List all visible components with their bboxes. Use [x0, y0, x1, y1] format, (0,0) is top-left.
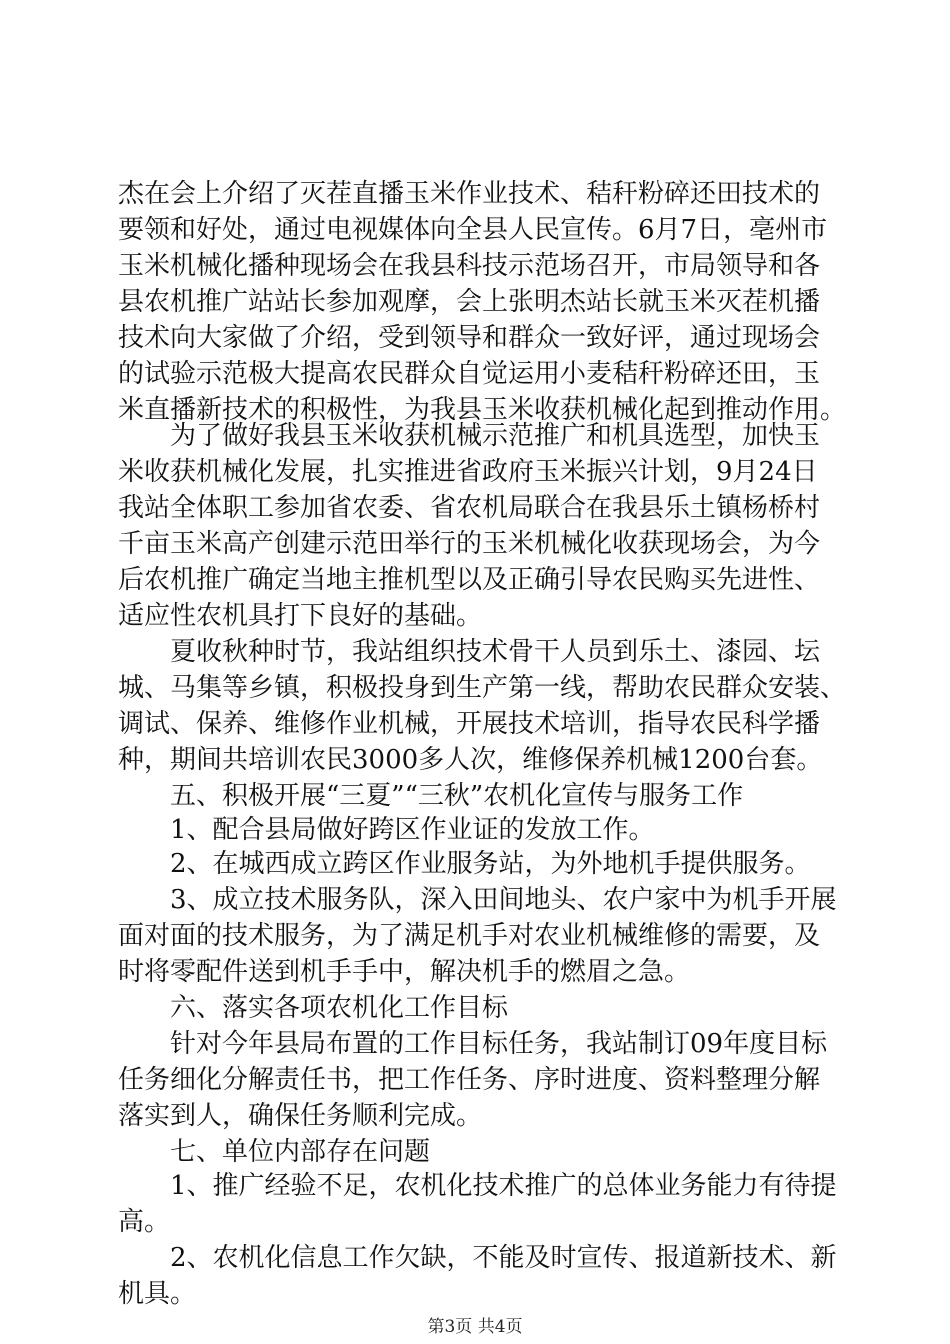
paragraph-1: [118, 176, 847, 428]
text-line: 要领和好处，通过电视媒体向全县人民宣传。6月7日，亳州市: [118, 215, 828, 245]
paragraph-item-3: [118, 882, 838, 990]
text-line: 2、在城西成立跨区作业服务站，为外地机手提供服务。: [170, 849, 811, 879]
paragraph-item-2: [118, 846, 838, 882]
text-line: 1、推广经验不足，农机化技术推广的总体业务能力有待提: [170, 1171, 837, 1201]
text-line: 3、成立技术服务队，深入田间地头、农户家中为机手开展: [170, 885, 837, 915]
page-footer: 第3页 共4页: [427, 1317, 523, 1337]
text-line: 米直播新技术的积极性，为我县玉米收获机械化起到推动作用。: [118, 395, 847, 425]
text-line: 种，期间共培训农民3000多人次，维修保养机械1200台套。: [118, 745, 823, 775]
text-line: 调试、保养、维修作业机械，开展技术培训，指导农民科学播: [118, 709, 821, 739]
text-line: 城、马集等乡镇，积极投身到生产第一线，帮助农民群众安装、: [118, 673, 847, 703]
paragraph-4: [118, 1026, 838, 1134]
text-line: 的试验示范极大提高农民群众自觉运用小麦秸秆粉碎还田，玉: [118, 359, 821, 389]
text-line: 玉米机械化播种现场会在我县科技示范场召开，市局领导和各: [118, 251, 821, 281]
text-line: 五、积极开展“三夏”“三秋”农机化宣传与服务工作: [170, 781, 744, 811]
text-line: 我站全体职工参加省农委、省农机局联合在我县乐土镇杨桥村: [118, 493, 821, 523]
text-line: 落实到人，确保任务顺利完成。: [118, 1101, 483, 1131]
text-line: 2、农机化信息工作欠缺，不能及时宣传、报道新技术、新: [170, 1243, 837, 1273]
text-line: 技术向大家做了介绍，受到领导和群众一致好评，通过现场会: [118, 323, 821, 353]
text-line: 面对面的技术服务，为了满足机手对农业机械维修的需要，及: [118, 921, 821, 951]
paragraph-2: [118, 418, 838, 634]
text-line: 米收获机械化发展，扎实推进省政府玉米振兴计划，9月24日: [118, 457, 818, 487]
text-line: 杰在会上介绍了灭茬直播玉米作业技术、秸秆粉碎还田技术的: [118, 179, 821, 209]
section-heading-7: [118, 1134, 838, 1170]
text-line: 适应性农机具打下良好的基础。: [118, 601, 483, 631]
text-line: 夏收秋种时节，我站组织技术骨干人员到乐土、漆园、坛: [170, 637, 821, 667]
section-heading-6: [118, 990, 838, 1026]
text-line: 时将零配件送到机手手中，解决机手的燃眉之急。: [118, 957, 691, 987]
section-heading-5: [118, 778, 838, 814]
text-line: 针对今年县局布置的工作目标任务，我站制订09年度目标: [170, 1029, 828, 1059]
text-line: 高。: [118, 1207, 171, 1237]
text-line: 县农机推广站站长参加观摩，会上张明杰站长就玉米灭茬机播: [118, 287, 821, 317]
text-line: 机具。: [118, 1279, 197, 1309]
paragraph-problem-1: [118, 1168, 838, 1240]
text-line: 任务细化分解责任书，把工作任务、序时进度、资料整理分解: [118, 1065, 821, 1095]
paragraph-item-1: [118, 812, 838, 848]
text-line: 后农机推广确定当地主推机型以及正确引导农民购买先进性、: [118, 565, 821, 595]
text-line: 七、单位内部存在问题: [170, 1137, 431, 1167]
paragraph-3: [118, 634, 847, 778]
paragraph-problem-2: [118, 1240, 838, 1312]
text-line: 为了做好我县玉米收获机械示范推广和机具选型，加快玉: [170, 421, 821, 451]
text-line: 六、落实各项农机化工作目标: [170, 993, 509, 1023]
text-line: 1、配合县局做好跨区作业证的发放工作。: [170, 815, 655, 845]
text-line: 千亩玉米高产创建示范田举行的玉米机械化收获现场会，为今: [118, 529, 821, 559]
